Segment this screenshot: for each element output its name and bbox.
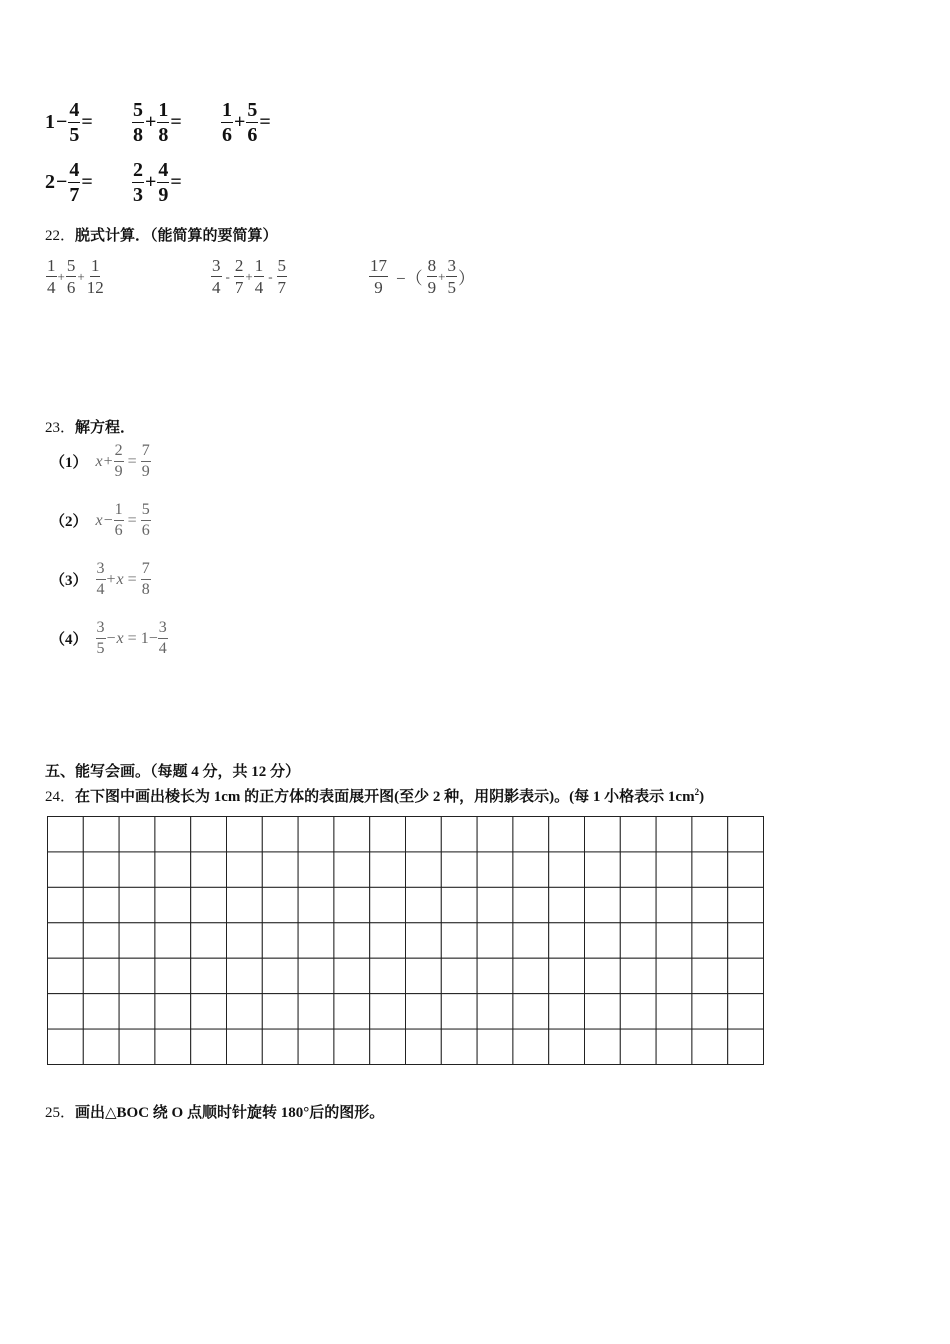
- variable: x: [116, 629, 124, 647]
- grid-cell[interactable]: [441, 1029, 477, 1064]
- grid-cell[interactable]: [728, 958, 764, 993]
- grid-cell[interactable]: [370, 958, 406, 993]
- whole-number: 1−: [140, 629, 158, 647]
- operator: -: [268, 268, 273, 284]
- numerator: 1: [222, 99, 232, 121]
- equals-sign: =: [170, 171, 182, 193]
- grid-cell[interactable]: [262, 852, 298, 887]
- oral-calc-1: [45, 100, 94, 145]
- equals-sign: =: [259, 111, 271, 133]
- fraction: [96, 561, 106, 598]
- denominator: 4: [254, 278, 264, 297]
- equation-1: [50, 443, 151, 480]
- grid-cell[interactable]: [549, 994, 585, 1029]
- grid-cell[interactable]: [513, 887, 549, 922]
- grid-cell[interactable]: [119, 994, 155, 1029]
- grid-cell[interactable]: [119, 1029, 155, 1064]
- grid-cell[interactable]: [620, 887, 656, 922]
- fraction: [132, 160, 144, 205]
- grid-cell[interactable]: [585, 958, 621, 993]
- grid-cell[interactable]: [48, 958, 84, 993]
- fraction: [66, 257, 77, 296]
- grid-cell[interactable]: [585, 1029, 621, 1064]
- denominator: 5: [447, 278, 456, 297]
- numerator: 1: [114, 502, 124, 521]
- numerator: 5: [141, 502, 151, 521]
- grid-cell[interactable]: [48, 1029, 84, 1064]
- grid-cell[interactable]: [513, 817, 549, 852]
- grid-cell[interactable]: [441, 958, 477, 993]
- grid-cell[interactable]: [513, 923, 549, 958]
- grid-cell[interactable]: [298, 994, 334, 1029]
- grid-cell[interactable]: [119, 887, 155, 922]
- grid-cell[interactable]: [48, 887, 84, 922]
- grid-cell[interactable]: [406, 1029, 442, 1064]
- grid-cell[interactable]: [119, 958, 155, 993]
- grid-cell[interactable]: [406, 994, 442, 1029]
- equals-sign: =: [127, 570, 137, 588]
- grid-cell[interactable]: [334, 994, 370, 1029]
- grid-cell[interactable]: [692, 923, 728, 958]
- operator: −: [56, 171, 68, 193]
- numerator: 4: [158, 159, 169, 181]
- equation-label: （4）: [50, 632, 88, 648]
- numerator: 7: [141, 443, 151, 462]
- grid-cell[interactable]: [119, 817, 155, 852]
- grid-cell[interactable]: [119, 923, 155, 958]
- denominator: 6: [114, 522, 123, 539]
- operator: −（: [396, 269, 423, 288]
- grid-cell[interactable]: [441, 923, 477, 958]
- grid-cell[interactable]: [227, 958, 263, 993]
- grid-cell[interactable]: [549, 817, 585, 852]
- fraction: [157, 160, 169, 205]
- grid-cell[interactable]: [262, 817, 298, 852]
- numerator: 1: [254, 256, 264, 275]
- grid-cell[interactable]: [334, 852, 370, 887]
- grid-cell[interactable]: [334, 817, 370, 852]
- grid-cell[interactable]: [119, 852, 155, 887]
- fraction: [141, 443, 151, 480]
- grid-cell[interactable]: [298, 1029, 334, 1064]
- oral-calc-3: [221, 100, 272, 145]
- equation-4: [50, 620, 168, 657]
- close-paren: ): [699, 789, 705, 805]
- fraction: [86, 257, 105, 296]
- grid-cell[interactable]: [370, 1029, 406, 1064]
- denominator: 9: [141, 463, 150, 480]
- grid-cell[interactable]: [227, 817, 263, 852]
- grid-cell[interactable]: [155, 923, 191, 958]
- grid-cell[interactable]: [728, 994, 764, 1029]
- grid-cell[interactable]: [370, 887, 406, 922]
- grid-cell[interactable]: [48, 852, 84, 887]
- grid-cell[interactable]: [620, 923, 656, 958]
- question-23-title: [45, 416, 135, 437]
- grid-cell[interactable]: [477, 852, 513, 887]
- numerator: 1: [158, 99, 169, 121]
- grid-cell[interactable]: [83, 817, 119, 852]
- grid-cell[interactable]: [441, 887, 477, 922]
- fraction: [427, 257, 438, 296]
- grid-cell[interactable]: [692, 994, 728, 1029]
- question-22-title: [45, 224, 278, 245]
- grid-cell[interactable]: [83, 923, 119, 958]
- grid-cell[interactable]: [406, 923, 442, 958]
- grid-cell[interactable]: [334, 923, 370, 958]
- numerator: 4: [69, 159, 80, 181]
- fraction: [141, 561, 151, 598]
- question-25-title: [45, 1101, 384, 1122]
- q22-expression-1: [46, 257, 105, 296]
- denominator: 7: [69, 184, 80, 206]
- grid-cell[interactable]: [334, 958, 370, 993]
- numerator: 3: [447, 256, 456, 275]
- denominator: 5: [69, 124, 80, 146]
- question-text: 解方程．: [75, 420, 136, 436]
- oral-calc-4: [45, 160, 94, 205]
- grid-cell[interactable]: [477, 923, 513, 958]
- grid-cell[interactable]: [370, 817, 406, 852]
- grid-cell[interactable]: [513, 958, 549, 993]
- grid-cell[interactable]: [191, 852, 227, 887]
- grid-cell[interactable]: [406, 817, 442, 852]
- numerator: 1: [47, 256, 56, 275]
- equation-3: [50, 561, 151, 598]
- grid-cell[interactable]: [585, 994, 621, 1029]
- question-text: 画出△BOC 绕 O 点顺时针旋转 180°后的图形。: [75, 1105, 385, 1121]
- grid-cell[interactable]: [227, 887, 263, 922]
- fraction: [446, 257, 457, 296]
- variable: x: [95, 452, 103, 470]
- grid-cell[interactable]: [585, 887, 621, 922]
- numerator: 5: [66, 256, 76, 275]
- grid-cell[interactable]: [155, 994, 191, 1029]
- numerator: 2: [133, 159, 143, 181]
- grid-cell[interactable]: [728, 887, 764, 922]
- grid-cell[interactable]: [656, 817, 692, 852]
- grid-cell[interactable]: [585, 817, 621, 852]
- operator: -: [225, 268, 230, 284]
- q22-expression-2: [211, 257, 287, 296]
- operator: −: [103, 511, 113, 529]
- grid-cell[interactable]: [728, 852, 764, 887]
- denominator: 9: [158, 184, 169, 206]
- grid-cell[interactable]: [620, 1029, 656, 1064]
- grid-cell[interactable]: [513, 994, 549, 1029]
- grid-cell[interactable]: [620, 817, 656, 852]
- grid-cell[interactable]: [298, 958, 334, 993]
- fraction: [158, 620, 168, 657]
- drawing-grid[interactable]: [47, 816, 764, 1065]
- question-number: 23．: [45, 420, 76, 436]
- grid-cell[interactable]: [83, 994, 119, 1029]
- grid-cell[interactable]: [262, 958, 298, 993]
- grid-cell[interactable]: [191, 817, 227, 852]
- grid-cell[interactable]: [370, 852, 406, 887]
- fraction: [68, 160, 80, 205]
- variable: x: [116, 570, 124, 588]
- denominator: 4: [96, 581, 105, 598]
- fraction: [68, 100, 80, 145]
- grid-cell[interactable]: [656, 958, 692, 993]
- operator: +: [234, 111, 246, 133]
- numerator: 8: [427, 256, 437, 275]
- equals-sign: =: [127, 452, 137, 470]
- fraction: [221, 100, 233, 145]
- numerator: 3: [96, 620, 106, 639]
- equation-2: [50, 502, 151, 539]
- grid-cell[interactable]: [620, 994, 656, 1029]
- equals-sign: =: [170, 111, 182, 133]
- grid-cell[interactable]: [585, 923, 621, 958]
- grid-cell[interactable]: [728, 923, 764, 958]
- grid-cell[interactable]: [83, 1029, 119, 1064]
- fraction: [157, 100, 169, 145]
- grid-cell[interactable]: [155, 1029, 191, 1064]
- grid-cell[interactable]: [298, 852, 334, 887]
- denominator: 6: [247, 124, 258, 146]
- numerator: 3: [158, 620, 168, 639]
- grid-cell[interactable]: [227, 852, 263, 887]
- fraction: [246, 100, 258, 145]
- grid-cell[interactable]: [549, 887, 585, 922]
- grid-cell[interactable]: [406, 852, 442, 887]
- grid-cell[interactable]: [370, 994, 406, 1029]
- variable: x: [95, 511, 103, 529]
- grid-cell[interactable]: [549, 958, 585, 993]
- denominator: 4: [158, 640, 167, 657]
- grid-cell[interactable]: [48, 923, 84, 958]
- grid-cell[interactable]: [477, 1029, 513, 1064]
- grid-cell[interactable]: [728, 1029, 764, 1064]
- grid-cell[interactable]: [298, 817, 334, 852]
- grid-cell[interactable]: [298, 923, 334, 958]
- fraction: [254, 257, 265, 296]
- denominator: 7: [234, 278, 244, 297]
- grid-cell[interactable]: [406, 887, 442, 922]
- grid-cell[interactable]: [191, 994, 227, 1029]
- grid-cell[interactable]: [48, 817, 84, 852]
- grid-cell[interactable]: [513, 1029, 549, 1064]
- grid-cell[interactable]: [262, 887, 298, 922]
- fraction: [234, 257, 245, 296]
- grid-cell[interactable]: [441, 852, 477, 887]
- grid-cell[interactable]: [155, 852, 191, 887]
- denominator: 8: [141, 581, 150, 598]
- close-paren: ）: [457, 269, 475, 288]
- question-24-title: [45, 785, 704, 806]
- denominator: 4: [47, 278, 56, 297]
- denominator: 6: [66, 278, 76, 297]
- fraction: [369, 257, 388, 296]
- grid-cell[interactable]: [656, 1029, 692, 1064]
- operator: −: [106, 629, 116, 647]
- denominator: 9: [374, 278, 383, 297]
- grid-cell[interactable]: [477, 958, 513, 993]
- question-number: 24．: [45, 789, 76, 805]
- grid-cell[interactable]: [692, 958, 728, 993]
- grid-cell[interactable]: [477, 994, 513, 1029]
- grid-cell[interactable]: [227, 994, 263, 1029]
- grid-cell[interactable]: [227, 923, 263, 958]
- grid-cell[interactable]: [298, 887, 334, 922]
- operator: +: [106, 570, 116, 588]
- numerator: 7: [141, 561, 151, 580]
- grid-cell[interactable]: [334, 1029, 370, 1064]
- question-text: 脱式计算．（能简算的要简算）: [75, 228, 278, 244]
- grid-cell[interactable]: [155, 817, 191, 852]
- oral-calc-5: [132, 160, 183, 205]
- grid-cell[interactable]: [191, 923, 227, 958]
- operator: +: [145, 111, 157, 133]
- denominator: 9: [114, 463, 123, 480]
- equation-label: （2）: [50, 514, 88, 530]
- fraction: [46, 257, 57, 296]
- grid-cell[interactable]: [656, 994, 692, 1029]
- numerator: 2: [234, 256, 244, 275]
- grid-cell[interactable]: [620, 958, 656, 993]
- grid-cell[interactable]: [48, 994, 84, 1029]
- denominator: 7: [277, 278, 287, 297]
- grid-cell[interactable]: [728, 817, 764, 852]
- numerator: 5: [133, 99, 143, 121]
- grid-cell[interactable]: [477, 887, 513, 922]
- grid-cell[interactable]: [585, 852, 621, 887]
- denominator: 8: [158, 124, 169, 146]
- grid-cell[interactable]: [656, 852, 692, 887]
- grid-cell[interactable]: [549, 923, 585, 958]
- equals-sign: =: [81, 171, 93, 193]
- equation-label: （3）: [50, 573, 88, 589]
- grid-cell[interactable]: [692, 852, 728, 887]
- question-number: 25．: [45, 1105, 76, 1121]
- grid-cell[interactable]: [692, 1029, 728, 1064]
- grid-cell[interactable]: [620, 852, 656, 887]
- grid-cell[interactable]: [191, 887, 227, 922]
- denominator: 5: [96, 640, 105, 657]
- equals-sign: =: [127, 511, 137, 529]
- denominator: 6: [222, 124, 232, 146]
- grid-cell[interactable]: [83, 852, 119, 887]
- grid-cell[interactable]: [227, 1029, 263, 1064]
- fraction: [96, 620, 106, 657]
- grid-cell[interactable]: [262, 994, 298, 1029]
- oral-calc-2: [132, 100, 183, 145]
- grid-cell[interactable]: [692, 887, 728, 922]
- grid-cell[interactable]: [513, 852, 549, 887]
- grid-cell[interactable]: [83, 958, 119, 993]
- fraction: [132, 100, 144, 145]
- grid-cell[interactable]: [262, 1029, 298, 1064]
- grid-cell[interactable]: [656, 887, 692, 922]
- grid-cell[interactable]: [191, 958, 227, 993]
- numerator: 2: [114, 443, 124, 462]
- grid-cell[interactable]: [155, 887, 191, 922]
- fraction: [114, 443, 124, 480]
- operator: +: [77, 268, 85, 284]
- fraction: [114, 502, 124, 539]
- operator: +: [57, 268, 65, 284]
- fraction: [141, 502, 151, 539]
- grid-cell[interactable]: [370, 923, 406, 958]
- equals-sign: =: [127, 629, 137, 647]
- grid-cell[interactable]: [656, 923, 692, 958]
- equation-label: （1）: [50, 455, 88, 471]
- numerator: 5: [277, 256, 287, 275]
- grid-cell[interactable]: [406, 958, 442, 993]
- grid-cell[interactable]: [441, 817, 477, 852]
- operator: +: [245, 268, 253, 284]
- question-text: 在下图中画出棱长为 1cm 的正方体的表面展开图(至少 2 种，用阴影表示)。(每 1 小格表示 1cm: [75, 789, 695, 805]
- denominator: 3: [133, 184, 143, 206]
- whole-number: 1: [45, 111, 55, 133]
- equals-sign: =: [81, 111, 93, 133]
- grid-cell[interactable]: [477, 817, 513, 852]
- operator: +: [438, 268, 446, 284]
- numerator: 3: [212, 256, 221, 275]
- grid-cell[interactable]: [155, 958, 191, 993]
- numerator: 3: [96, 561, 106, 580]
- denominator: 6: [141, 522, 150, 539]
- numerator: 4: [69, 99, 80, 121]
- denominator: 9: [427, 278, 437, 297]
- denominator: 4: [212, 278, 221, 297]
- section-5-title: 五、能写会画。（每题 4 分，共 12 分）: [45, 764, 301, 780]
- fraction: [277, 257, 288, 296]
- question-number: 22．: [45, 228, 76, 244]
- grid-cell[interactable]: [549, 1029, 585, 1064]
- q22-expression-3: [369, 257, 476, 296]
- grid-cell[interactable]: [692, 817, 728, 852]
- numerator: 5: [247, 99, 258, 121]
- operator: −: [56, 111, 68, 133]
- grid-cell[interactable]: [262, 923, 298, 958]
- fraction: [211, 257, 222, 296]
- superscript: 2: [694, 787, 700, 797]
- numerator: 1: [90, 256, 100, 275]
- operator: +: [103, 452, 113, 470]
- numerator: 17: [370, 256, 387, 275]
- denominator: 12: [86, 278, 104, 297]
- grid-cell[interactable]: [549, 852, 585, 887]
- grid-cell[interactable]: [83, 887, 119, 922]
- grid-cell[interactable]: [441, 994, 477, 1029]
- denominator: 8: [133, 124, 143, 146]
- whole-number: 2: [45, 171, 55, 193]
- grid-cell[interactable]: [191, 1029, 227, 1064]
- operator: +: [145, 171, 157, 193]
- grid-cell[interactable]: [334, 887, 370, 922]
